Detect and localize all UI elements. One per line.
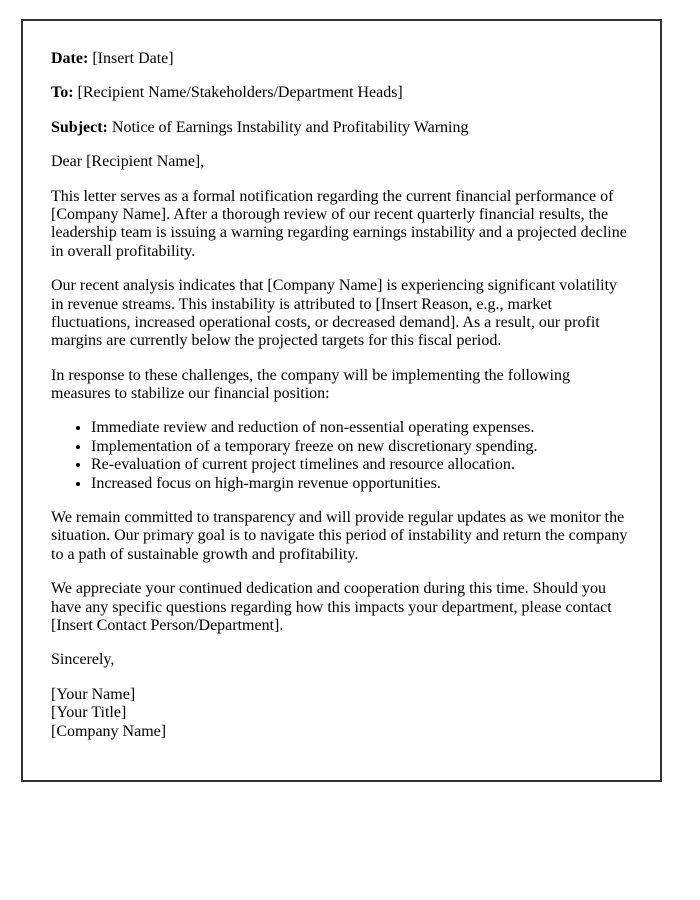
salutation: Dear [Recipient Name],	[51, 153, 205, 171]
paragraph-intro: This letter serves as a formal notification regarding the current financial performance of [Company Name]. After a thorough review of our recent quarterly financial results, the leadership team is issuing a warning regarding earnings instability and a projected decline in overall profitability.	[51, 187, 627, 260]
signature-company: [Company Name]	[51, 722, 167, 740]
signature-name: [Your Name]	[51, 685, 136, 703]
list-item: • Immediate review and reduction of non-essential operating expenses.	[91, 419, 632, 437]
date-label: Date:	[51, 50, 89, 67]
signature-block	[51, 686, 632, 741]
subject-label: Subject:	[51, 118, 108, 136]
to-line	[51, 84, 632, 102]
paragraph-analysis: Our recent analysis indicates that [Company Name] is experiencing significant volatility in revenue streams. This instability is attributed to [Insert Reason, e.g., market fluctuations, increased operational costs, or decreased demand]. As a result, our profit margins are currently below the projected targets for this fiscal period.	[51, 277, 618, 350]
to-label: To:	[51, 84, 74, 102]
paragraph-measures-intro: In response to these challenges, the company will be implementing the following measures to stabilize our financial position:	[51, 366, 570, 403]
subject-line	[51, 119, 632, 137]
paragraph-appreciation: We appreciate your continued dedication and cooperation during this time. Should you have any specific questions regarding how this impacts your department, please contact [Insert Contact Person/Department].	[51, 580, 612, 634]
measures-list	[51, 419, 632, 493]
subject-value: Notice of Earnings Instability and Profitability Warning	[111, 118, 469, 136]
list-item: • Re-evaluation of current project timelines and resource allocation.	[91, 456, 632, 474]
signature-title: [Your Title]	[51, 704, 127, 722]
date-line	[51, 50, 632, 68]
list-item: • Increased focus on high-margin revenue opportunities.	[91, 475, 632, 493]
paragraph-commitment: We remain committed to transparency and will provide regular updates as we monitor the situation. Our primary goal is to navigate this period of instability and return the company to a path of sustainable growth and profitability.	[51, 509, 628, 563]
list-item: • Implementation of a temporary freeze on new discretionary spending.	[91, 438, 632, 456]
date-value: [Insert Date]	[92, 50, 174, 67]
to-value: [Recipient Name/Stakeholders/Department Heads]	[77, 84, 403, 102]
letter-container	[21, 19, 662, 782]
closing: Sincerely,	[51, 651, 115, 669]
